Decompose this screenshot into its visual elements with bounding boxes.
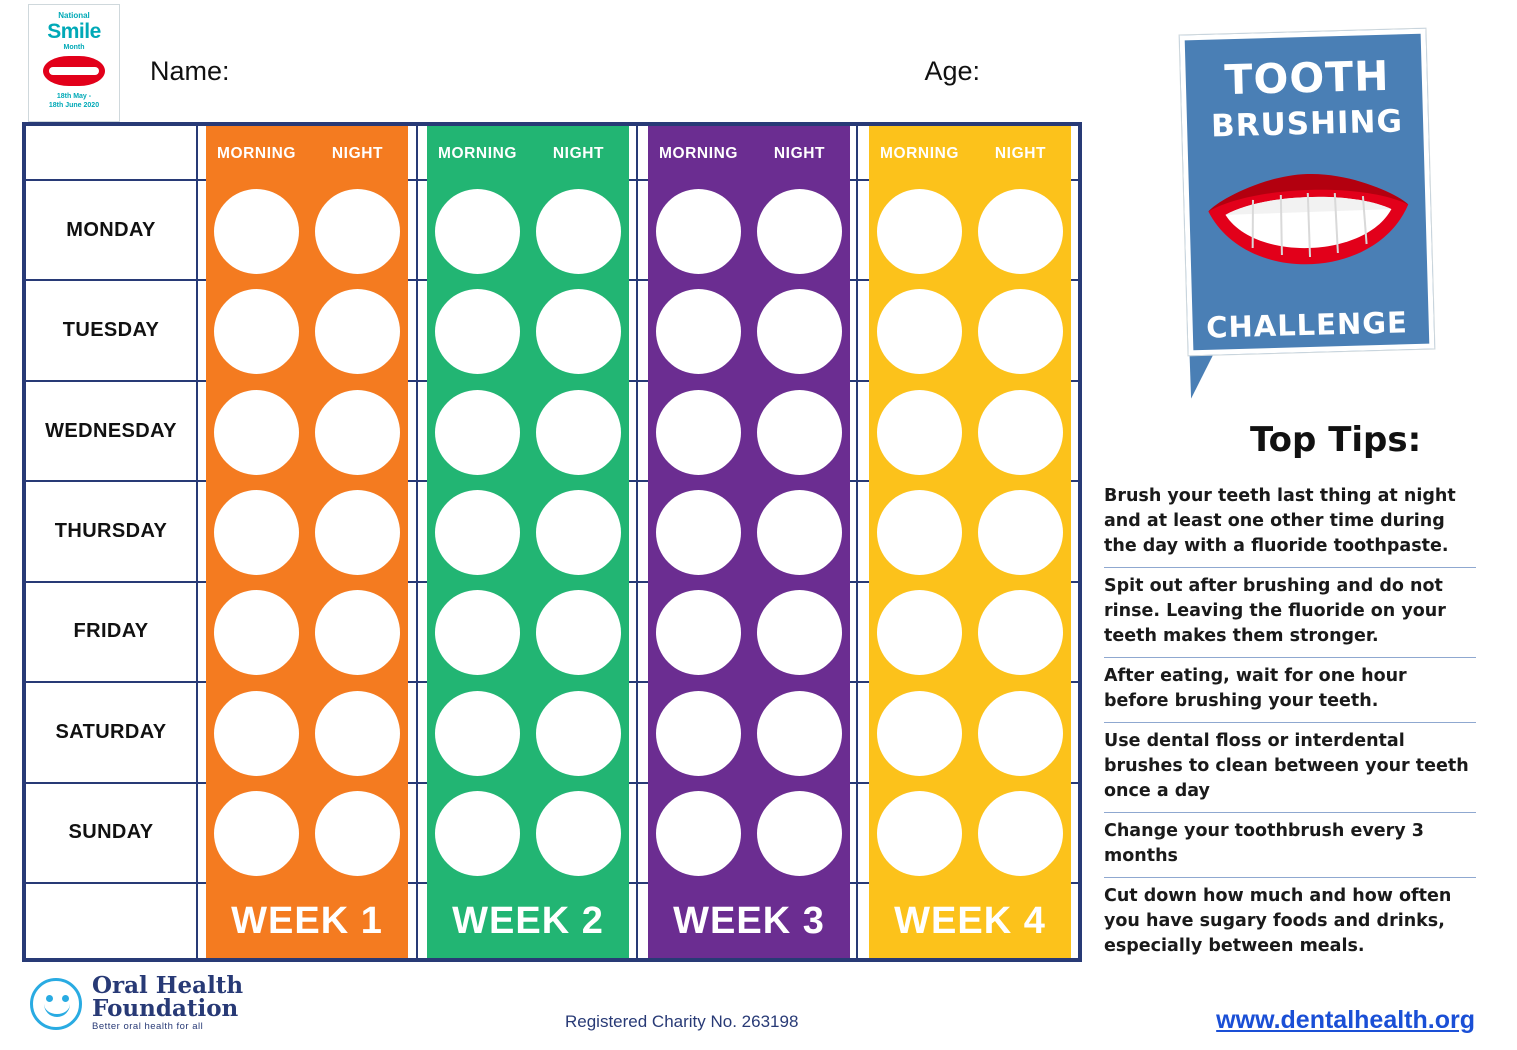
tick-bubble-monday-morning[interactable]: [214, 189, 299, 274]
bubble-row: [206, 683, 408, 783]
bubble-row: [648, 784, 850, 884]
tick-bubble-monday-night[interactable]: [315, 189, 400, 274]
tick-bubble-sunday-night[interactable]: [978, 791, 1063, 876]
tip-item: Cut down how much and how often you have sugary foods and drinks, especially between meals.: [1104, 886, 1452, 956]
logo-dates: 18th May - 18th June 2020: [48, 93, 100, 109]
bubble-row: [869, 281, 1071, 381]
tick-bubble-monday-night[interactable]: [978, 189, 1063, 274]
tick-bubble-sunday-morning[interactable]: [214, 791, 299, 876]
bubble-row: [648, 583, 850, 683]
tick-bubble-thursday-morning[interactable]: [214, 490, 299, 575]
tip-item: After eating, wait for one hour before brushing your teeth.: [1104, 658, 1476, 723]
tick-bubble-tuesday-morning[interactable]: [214, 289, 299, 374]
national-smile-month-logo: [28, 4, 120, 122]
tick-bubble-sunday-night[interactable]: [536, 791, 621, 876]
bubble-row: [648, 281, 850, 381]
day-label-friday: FRIDAY: [26, 583, 198, 683]
tick-bubble-monday-night[interactable]: [536, 189, 621, 274]
tick-bubble-thursday-morning[interactable]: [877, 490, 962, 575]
tick-bubble-tuesday-morning[interactable]: [877, 289, 962, 374]
charity-number: Registered Charity No. 263198: [565, 1012, 799, 1031]
tip-item: Spit out after brushing and do not rinse. Leaving the fluoride on your teeth makes them stronger.: [1104, 568, 1476, 658]
tick-bubble-tuesday-night[interactable]: [536, 289, 621, 374]
column-header-morning: MORNING: [437, 144, 518, 162]
eye-icon: [46, 995, 53, 1002]
smiling-mouth-icon: [43, 56, 105, 86]
bubble-row: [206, 281, 408, 381]
name-label: Name:: [150, 56, 230, 86]
bubble-row: [648, 181, 850, 281]
week-label-3: WEEK 3: [673, 899, 825, 942]
name-age-row: [150, 56, 1060, 87]
bubble-row: [206, 482, 408, 582]
tip-item: Brush your teeth last thing at night and at least one other time during the day with a fluoride toothpaste.: [1104, 478, 1476, 568]
week-2-column-headers: [427, 126, 629, 181]
column-header-night: NIGHT: [773, 144, 826, 162]
tick-bubble-friday-night[interactable]: [978, 590, 1063, 675]
bubble-row: [427, 683, 629, 783]
bubble-row: [869, 482, 1071, 582]
week-2-bubbles: [427, 181, 629, 884]
tick-bubble-thursday-night[interactable]: [536, 490, 621, 575]
logo-line-3: Month: [63, 44, 85, 51]
week-1-bubbles: [206, 181, 408, 884]
bubble-row: [869, 181, 1071, 281]
tick-bubble-tuesday-night[interactable]: [757, 289, 842, 374]
bubble-row: [427, 181, 629, 281]
bubble-row: [427, 784, 629, 884]
tip-item: Change your toothbrush every 3 months: [1104, 813, 1476, 878]
day-label-monday: MONDAY: [26, 181, 198, 281]
week-4-column-headers: [869, 126, 1071, 181]
tick-bubble-saturday-night[interactable]: [315, 691, 400, 776]
smiley-face-icon: [30, 978, 82, 1030]
tick-bubble-wednesday-night[interactable]: [757, 390, 842, 475]
week-4-bubbles: [869, 181, 1071, 884]
smile-icon: [44, 1003, 70, 1017]
logo-line-2: Smile: [47, 20, 101, 43]
week-column-2: [427, 126, 629, 958]
day-label-wednesday: WEDNESDAY: [26, 382, 198, 482]
poster-line-2: BRUSHING: [1210, 103, 1404, 145]
week-1-column-headers: [206, 126, 408, 181]
bubble-row: [427, 382, 629, 482]
tick-bubble-wednesday-morning[interactable]: [435, 390, 520, 475]
org-name-line-1: Oral Health: [92, 972, 244, 999]
eye-icon: [62, 995, 69, 1002]
column-header-night: NIGHT: [994, 144, 1047, 162]
oral-health-foundation-logo: [30, 972, 244, 1032]
bubble-row: [206, 382, 408, 482]
tick-bubble-tuesday-night[interactable]: [315, 289, 400, 374]
bubble-row: [869, 583, 1071, 683]
column-header-night: NIGHT: [552, 144, 605, 162]
tick-bubble-friday-night[interactable]: [757, 590, 842, 675]
bubble-row: [648, 482, 850, 582]
tick-bubble-monday-morning[interactable]: [435, 189, 520, 274]
tick-bubble-saturday-night[interactable]: [978, 691, 1063, 776]
week-column-4: [869, 126, 1071, 958]
week-3-bubbles: [648, 181, 850, 884]
bubble-row: [648, 382, 850, 482]
column-header-morning: MORNING: [658, 144, 739, 162]
tick-bubble-saturday-morning[interactable]: [435, 691, 520, 776]
tick-bubble-sunday-night[interactable]: [757, 791, 842, 876]
tick-bubble-friday-morning[interactable]: [877, 590, 962, 675]
tick-bubble-thursday-night[interactable]: [315, 490, 400, 575]
org-name-line-2: Foundation: [92, 995, 239, 1022]
tick-bubble-tuesday-morning[interactable]: [656, 289, 741, 374]
bubble-row: [648, 683, 850, 783]
week-3-column-headers: [648, 126, 850, 181]
week-column-1: [206, 126, 408, 958]
tick-bubble-friday-night[interactable]: [315, 590, 400, 675]
bubble-row: [869, 382, 1071, 482]
tick-bubble-friday-night[interactable]: [536, 590, 621, 675]
bubble-row: [206, 181, 408, 281]
week-label-2: WEEK 2: [452, 899, 604, 942]
tick-bubble-saturday-morning[interactable]: [656, 691, 741, 776]
tick-bubble-friday-morning[interactable]: [656, 590, 741, 675]
top-tips-title: Top Tips:: [1250, 420, 1422, 460]
tick-bubble-thursday-night[interactable]: [978, 490, 1063, 575]
week-label-1: WEEK 1: [231, 899, 383, 942]
tick-bubble-wednesday-night[interactable]: [536, 390, 621, 475]
website-link[interactable]: www.dentalhealth.org: [1216, 1006, 1475, 1034]
tick-bubble-sunday-morning[interactable]: [877, 791, 962, 876]
tick-bubble-monday-morning[interactable]: [656, 189, 741, 274]
tick-bubble-thursday-morning[interactable]: [435, 490, 520, 575]
column-header-morning: MORNING: [216, 144, 297, 162]
column-header-morning: MORNING: [879, 144, 960, 162]
bubble-row: [869, 683, 1071, 783]
day-label-sunday: SUNDAY: [26, 784, 198, 884]
bubble-row: [206, 583, 408, 683]
tooth-brushing-challenge-poster: [1176, 18, 1428, 398]
tick-bubble-thursday-morning[interactable]: [656, 490, 741, 575]
chart-footer-blank: [26, 884, 198, 958]
tip-item: Use dental floss or interdental brushes to clean between your teeth once a day: [1104, 723, 1476, 813]
smiling-teeth-icon: [1202, 164, 1416, 291]
day-label-tuesday: TUESDAY: [26, 281, 198, 381]
tick-bubble-wednesday-morning[interactable]: [214, 390, 299, 475]
tick-bubble-friday-morning[interactable]: [214, 590, 299, 675]
poster-line-1: TOOTH: [1223, 51, 1391, 105]
week-column-3: [648, 126, 850, 958]
tick-bubble-wednesday-night[interactable]: [978, 390, 1063, 475]
brushing-chart: [22, 122, 1082, 962]
tick-bubble-sunday-morning[interactable]: [656, 791, 741, 876]
poster-line-3: CHALLENGE: [1205, 305, 1409, 345]
tick-bubble-tuesday-night[interactable]: [978, 289, 1063, 374]
day-label-thursday: THURSDAY: [26, 482, 198, 582]
bubble-row: [427, 583, 629, 683]
tick-bubble-sunday-morning[interactable]: [435, 791, 520, 876]
bubble-row: [427, 482, 629, 582]
chart-corner-cell: [26, 126, 198, 181]
tick-bubble-saturday-night[interactable]: [757, 691, 842, 776]
age-label: Age:: [924, 56, 980, 86]
bubble-row: [869, 784, 1071, 884]
bubble-row: [206, 784, 408, 884]
org-tagline: Better oral health for all: [92, 1021, 204, 1032]
tick-bubble-wednesday-morning[interactable]: [656, 390, 741, 475]
tick-bubble-wednesday-night[interactable]: [315, 390, 400, 475]
tick-bubble-tuesday-morning[interactable]: [435, 289, 520, 374]
tick-bubble-friday-morning[interactable]: [435, 590, 520, 675]
tick-bubble-saturday-morning[interactable]: [214, 691, 299, 776]
tick-bubble-thursday-night[interactable]: [757, 490, 842, 575]
bubble-row: [427, 281, 629, 381]
day-label-saturday: SATURDAY: [26, 683, 198, 783]
week-label-4: WEEK 4: [894, 899, 1046, 942]
logo-line-1: National: [58, 11, 90, 20]
column-header-night: NIGHT: [331, 144, 384, 162]
tick-bubble-sunday-night[interactable]: [315, 791, 400, 876]
tips-list: [1104, 478, 1476, 967]
tick-bubble-wednesday-morning[interactable]: [877, 390, 962, 475]
tick-bubble-monday-night[interactable]: [757, 189, 842, 274]
tick-bubble-saturday-night[interactable]: [536, 691, 621, 776]
tick-bubble-monday-morning[interactable]: [877, 189, 962, 274]
tick-bubble-saturday-morning[interactable]: [877, 691, 962, 776]
